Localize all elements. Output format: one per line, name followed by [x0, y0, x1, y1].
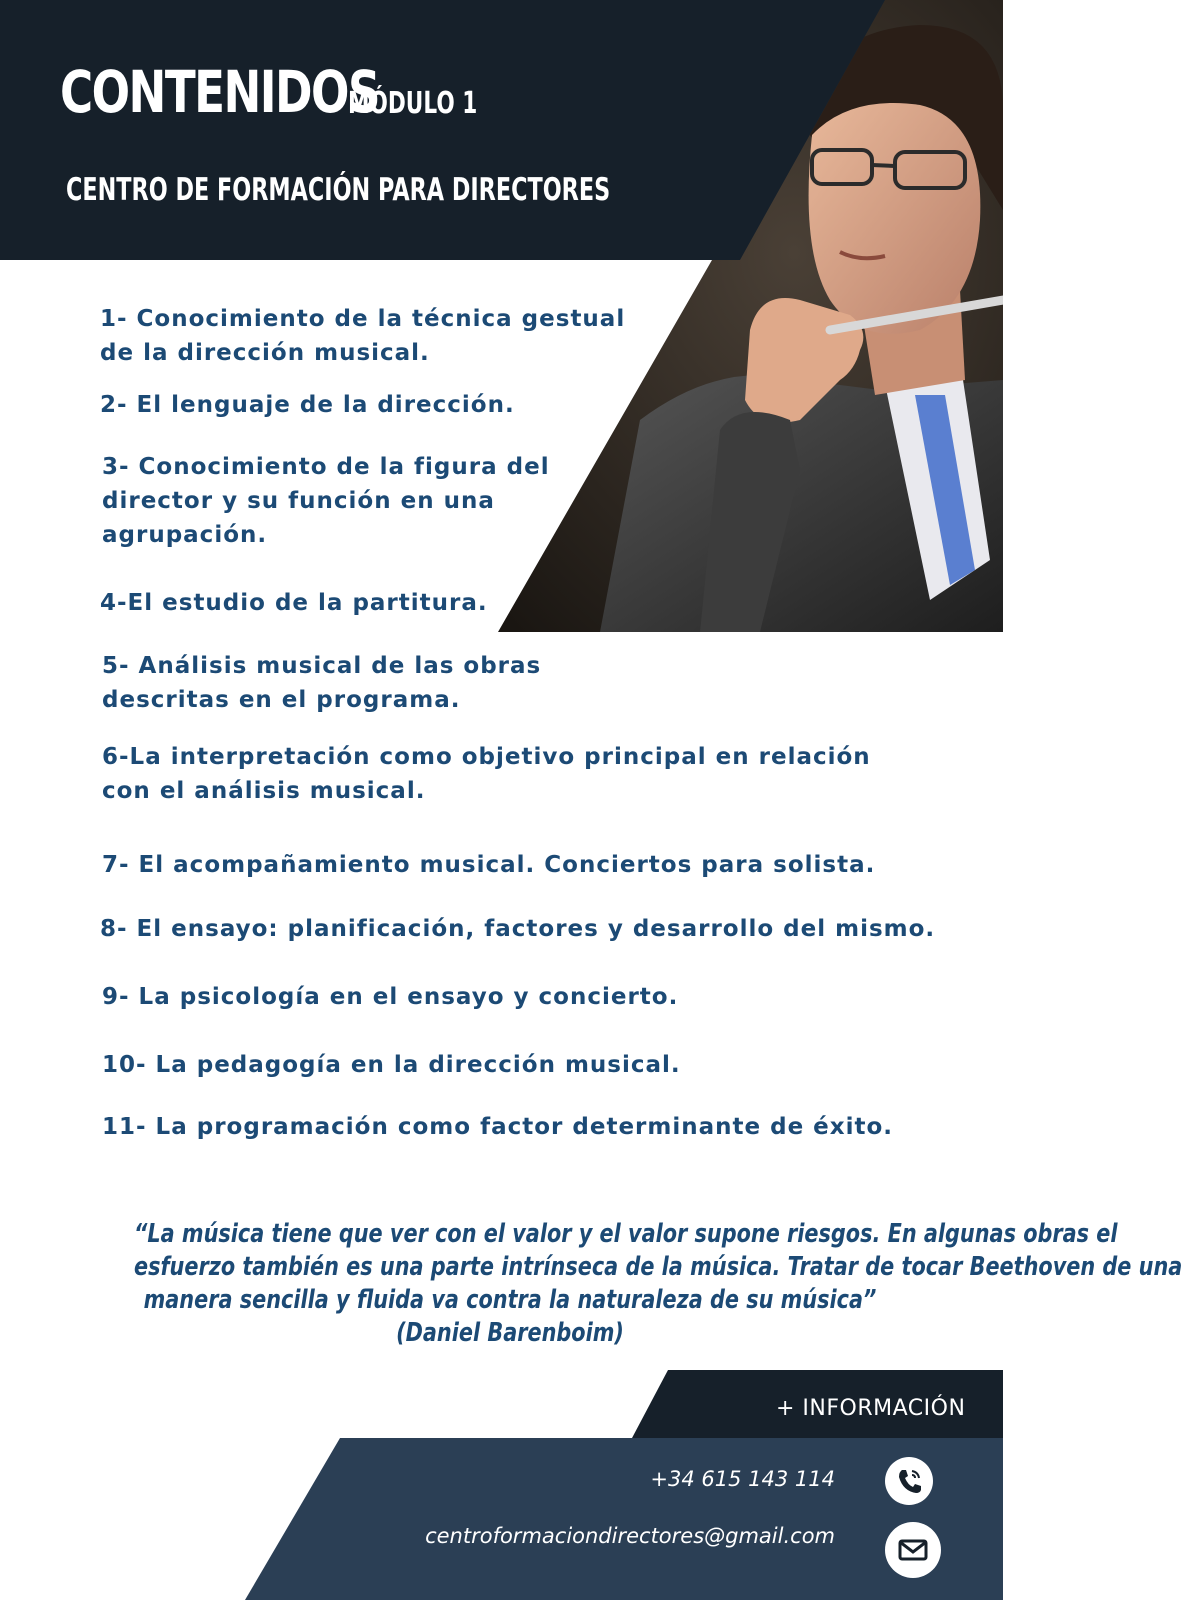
quote-author: (Daniel Barenboim)	[396, 1318, 624, 1348]
content-item: 1- Conocimiento de la técnica gestual de la dirección musical.	[100, 306, 626, 366]
quote-block	[40, 1218, 1182, 1350]
content-item: 10- La pedagogía en la dirección musical.	[102, 1052, 681, 1078]
content-item: 11- La programación como factor determinante de éxito.	[102, 1114, 894, 1140]
content-item: 4-El estudio de la partitura.	[100, 590, 488, 616]
phone-icon[interactable]	[885, 1457, 933, 1505]
module-label: MÓDULO 1	[348, 86, 478, 121]
quote-line: esfuerzo también es una parte intrínseca de la música. Tratar de tocar Beethoven de una	[134, 1252, 1182, 1282]
quote-line: manera sencilla y fluida va contra la naturaleza de su música”	[143, 1285, 877, 1315]
content-item: 3- Conocimiento de la figura del director y su función en una agrupación.	[102, 454, 550, 548]
content-item: 8- El ensayo: planificación, factores y desarrollo del mismo.	[100, 916, 936, 942]
phone-number[interactable]: +34 615 143 114	[650, 1467, 835, 1491]
email-address[interactable]: centroformaciondirectores@gmail.com	[425, 1524, 835, 1548]
more-info-label[interactable]: + INFORMACIÓN	[776, 1396, 966, 1421]
page-subtitle: CENTRO DE FORMACIÓN PARA DIRECTORES	[66, 172, 611, 208]
content-item: 6-La interpretación como objetivo principal en relación con el análisis musical.	[102, 744, 871, 804]
content-item: 7- El acompañamiento musical. Conciertos para solista.	[102, 852, 876, 878]
content-item: 9- La psicología en el ensayo y concierto.	[102, 984, 679, 1010]
mail-icon[interactable]	[885, 1522, 941, 1578]
content-item: 5- Análisis musical de las obras descritas en el programa.	[102, 653, 542, 713]
page-title: CONTENIDOS	[60, 58, 379, 126]
quote-line: “La música tiene que ver con el valor y el valor supone riesgos. En algunas obras el	[134, 1219, 1118, 1249]
content-item: 2- El lenguaje de la dirección.	[100, 392, 515, 418]
